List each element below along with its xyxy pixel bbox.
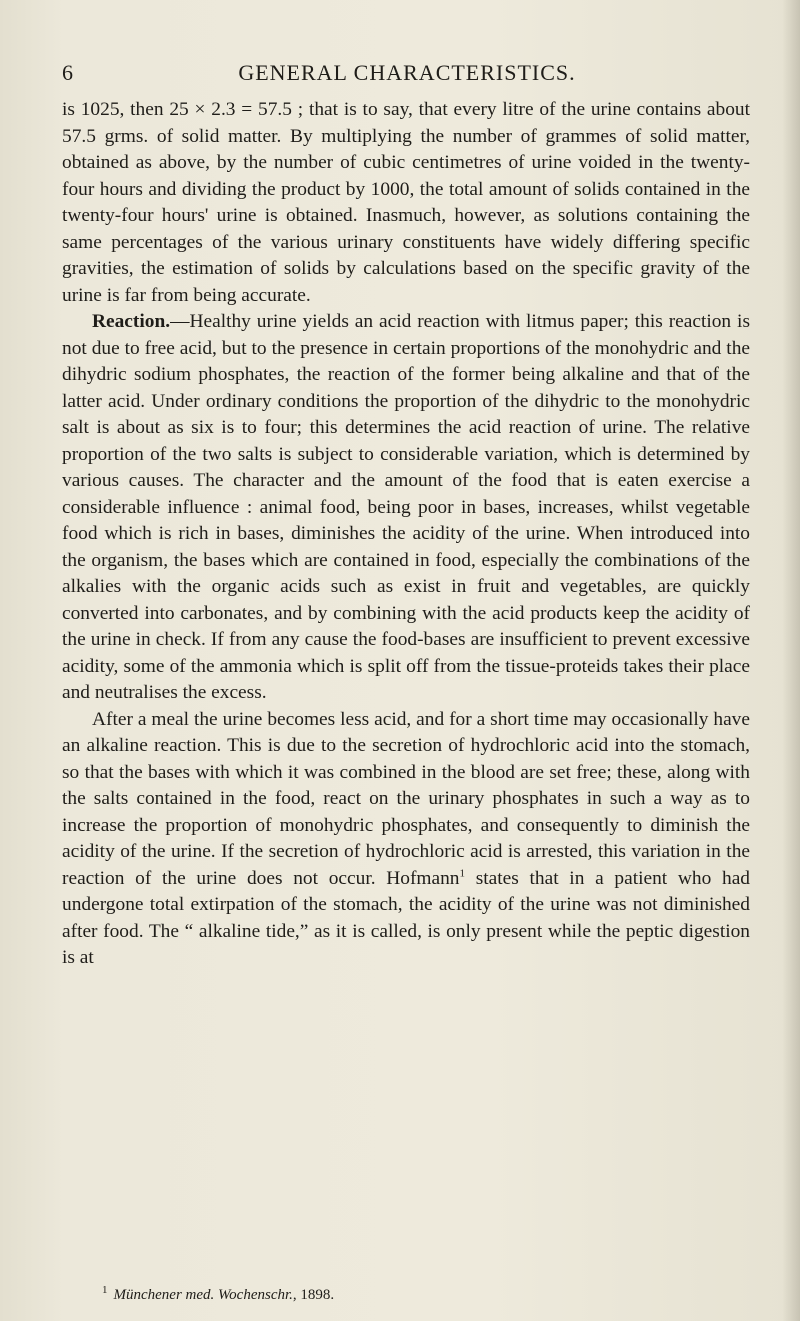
footnote-mark: 1 — [102, 1284, 108, 1296]
page-header — [62, 60, 752, 90]
page-edge-shadow — [782, 0, 800, 1321]
paragraph-after-meal-continuation: states that in a patient who had undergone total extirpation of the stomach, the acidity of the urine was not diminished after food. The “ alkaline tide,” as it is called, is only present while the peptic digestion is at — [62, 867, 750, 968]
footnote — [102, 1286, 742, 1304]
paragraph-reaction — [62, 309, 750, 707]
footnote-reference: 1 — [459, 867, 466, 880]
paragraph-specific-gravity: is 1025, then 25 × 2.3 = 57.5 ; that is to say, that every litre of the urine contains about 57.5 grms. of solid matter. By multiplying the number of grammes of solid matter, obtained as above, by the number of cubic centimetres of urine voided in the twenty-four hours and dividing the product by 1000, the total amount of solids contained in the twenty-four hours' urine is obtained. Inasmuch, however, as solutions containing the same percentages of the various urinary constituents have widely differing specific gravities, the estimation of solids by calculations based on the specific gravity of the urine is far from being accurate. — [62, 99, 750, 306]
page-number: 6 — [62, 60, 73, 85]
footnote-year: , 1898. — [292, 1287, 335, 1303]
running-title: GENERAL CHARACTERISTICS. — [238, 60, 576, 85]
paragraph-after-meal-text: After a meal the urine becomes less acid, and for a short time may occasionally have an alkaline reaction. This is due to the secretion of hydrochloric acid into the stomach, so that the bases with which it was combined in the blood are set free; these, along with the salts contained in the food, react on the urinary phosphates in such a way as to increase the proportion of monohydric phosphates, and consequently to diminish the acidity of the urine. If the secretion of hydrochloric acid is arrested, this variation in the reaction of the urine does not occur. Hofmann — [62, 708, 750, 889]
section-heading-reaction: Reaction. — [92, 311, 171, 332]
paragraph-reaction-text: —Healthy urine yields an acid reaction with litmus paper; this reaction is not due to free acid, but to the presence in certain proportions of the monohydric and the dihydric sodium phosphates, the reaction of the former being alkaline and that of the latter acid. Under ordinary conditions the proportion of the dihydric to the monohydric salt is about as six is to four; this determines the acid reaction of urine. The relative proportion of the two salts is subject to considerable variation, which is determined by various causes. The character and the amount of the food that is eaten exercise a considerable influence : animal food, being poor in bases, increases, whilst vegetable food which is rich in bases, diminishes the acidity of the urine. When introduced into the organism, the bases which are contained in food, especially the combinations of the alkalies with the organic acids such as exist in fruit and vegetables, are quickly converted into carbonates, and by combining with the acid products keep the acidity of the urine in check. If from any cause the food-bases are insufficient to prevent excessive acidity, some of the ammonia which is split off from the tissue-proteids takes their place and neutralises the excess. — [62, 311, 750, 703]
body-text — [62, 97, 750, 972]
footnote-journal: Münchener med. Wochenschr. — [113, 1287, 293, 1303]
paragraph-after-meal — [62, 707, 750, 972]
